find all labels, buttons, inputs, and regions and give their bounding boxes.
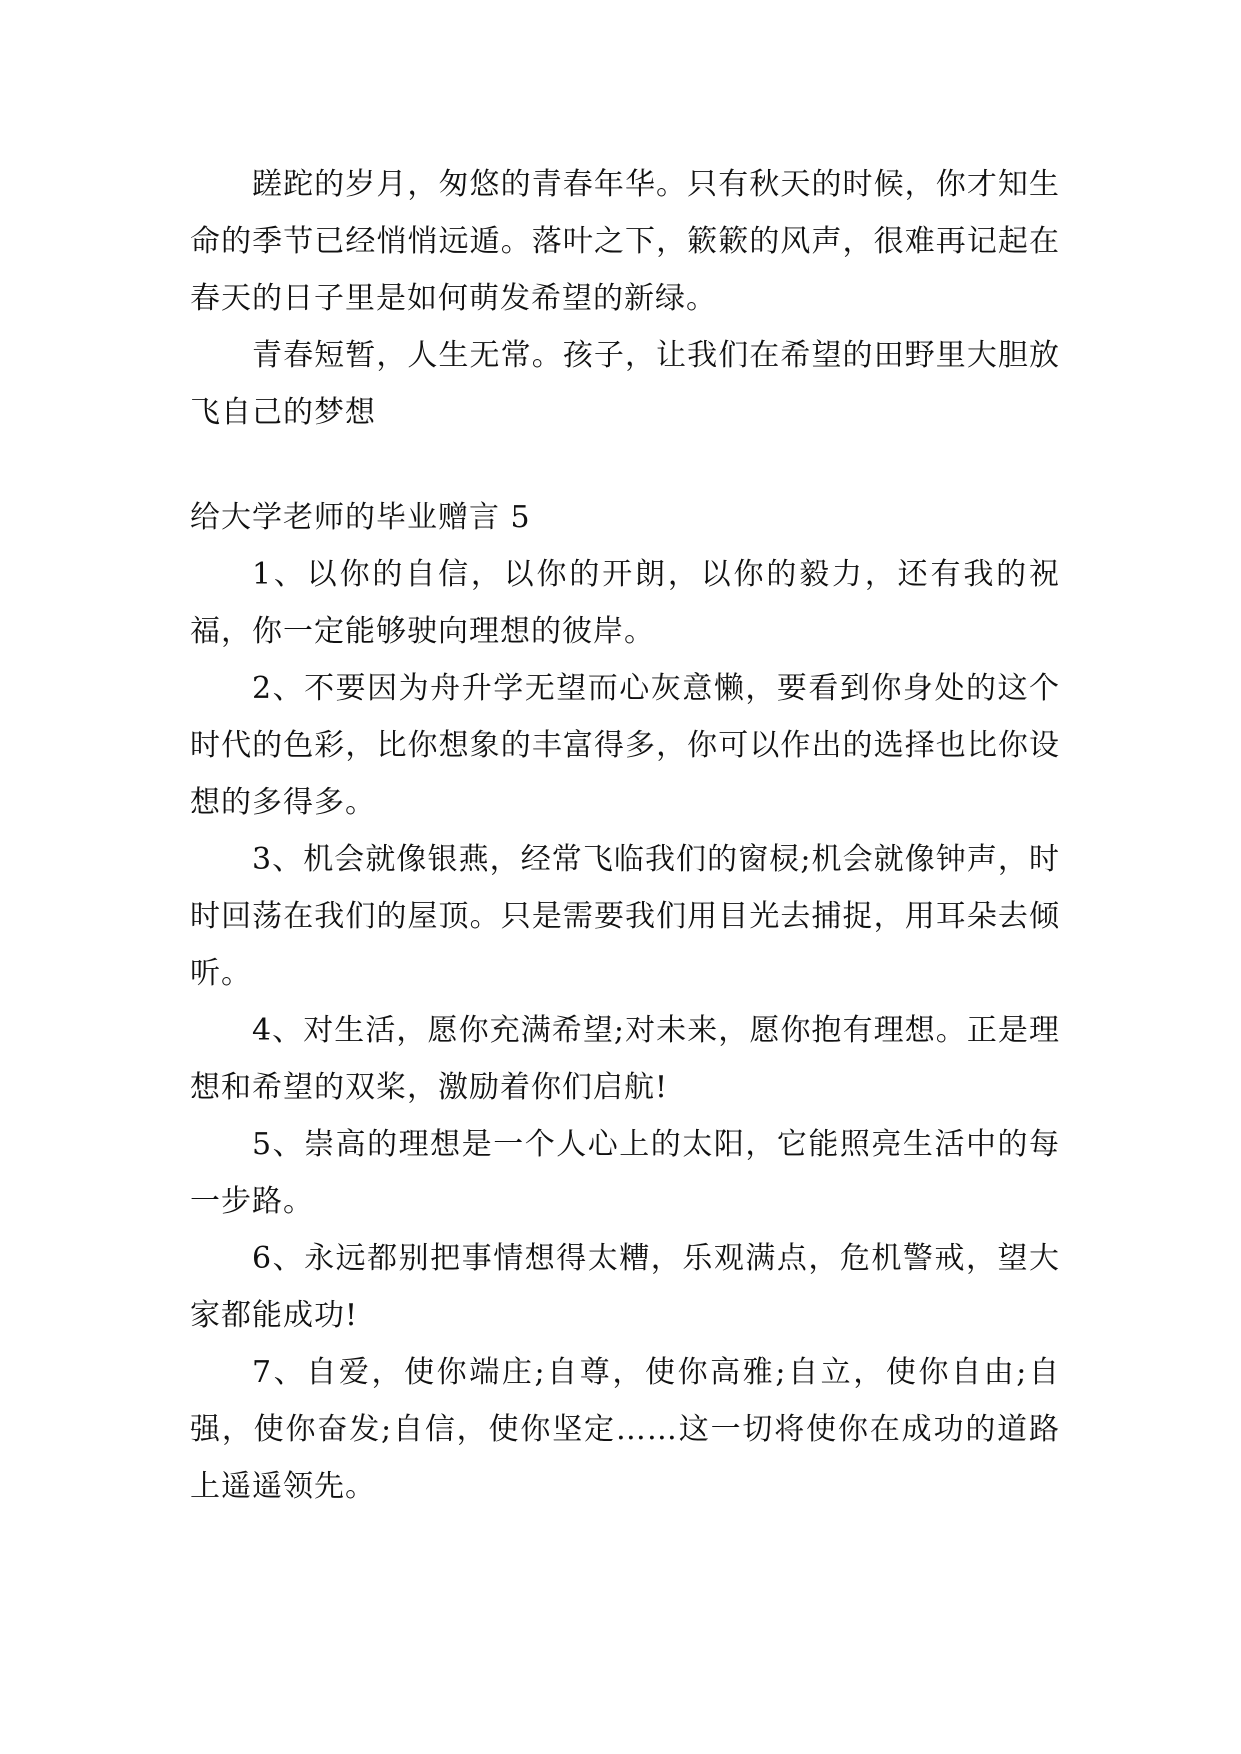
list-item-7: 7、自爱，使你端庄;自尊，使你高雅;自立，使你自由;自强，使你奋发;自信，使你坚定……这一切将使你在成功的道路上遥遥领先。 xyxy=(190,1355,1060,1504)
document-body xyxy=(190,156,1060,1515)
list-item-1: 1、以你的自信，以你的开朗，以你的毅力，还有我的祝福，你一定能够驶向理想的彼岸。 xyxy=(190,557,1060,649)
list-item-4: 4、对生活，愿你充满希望;对未来，愿你抱有理想。正是理想和希望的双桨，激励着你们启航! xyxy=(190,1013,1060,1105)
section-spacer xyxy=(190,441,1060,489)
section-heading: 给大学老师的毕业赠言 5 xyxy=(190,500,531,535)
list-item-6: 6、永远都别把事情想得太糟，乐观满点，危机警戒，望大家都能成功! xyxy=(190,1241,1060,1333)
list-item-2: 2、不要因为舟升学无望而心灰意懒，要看到你身处的这个时代的色彩，比你想象的丰富得多，你可以作出的选择也比你设想的多得多。 xyxy=(190,671,1060,820)
intro-paragraph-1: 蹉跎的岁月，匆悠的青春年华。只有秋天的时候，你才知生命的季节已经悄悄远遁。落叶之下，簌簌的风声，很难再记起在春天的日子里是如何萌发希望的新绿。 xyxy=(190,167,1060,316)
list-item-3: 3、机会就像银燕，经常飞临我们的窗棂;机会就像钟声，时时回荡在我们的屋顶。只是需要我们用目光去捕捉，用耳朵去倾听。 xyxy=(190,842,1060,991)
list-item-5: 5、崇高的理想是一个人心上的太阳，它能照亮生活中的每一步路。 xyxy=(190,1127,1060,1219)
intro-paragraph-2: 青春短暂，人生无常。孩子，让我们在希望的田野里大胆放飞自己的梦想 xyxy=(190,338,1060,430)
